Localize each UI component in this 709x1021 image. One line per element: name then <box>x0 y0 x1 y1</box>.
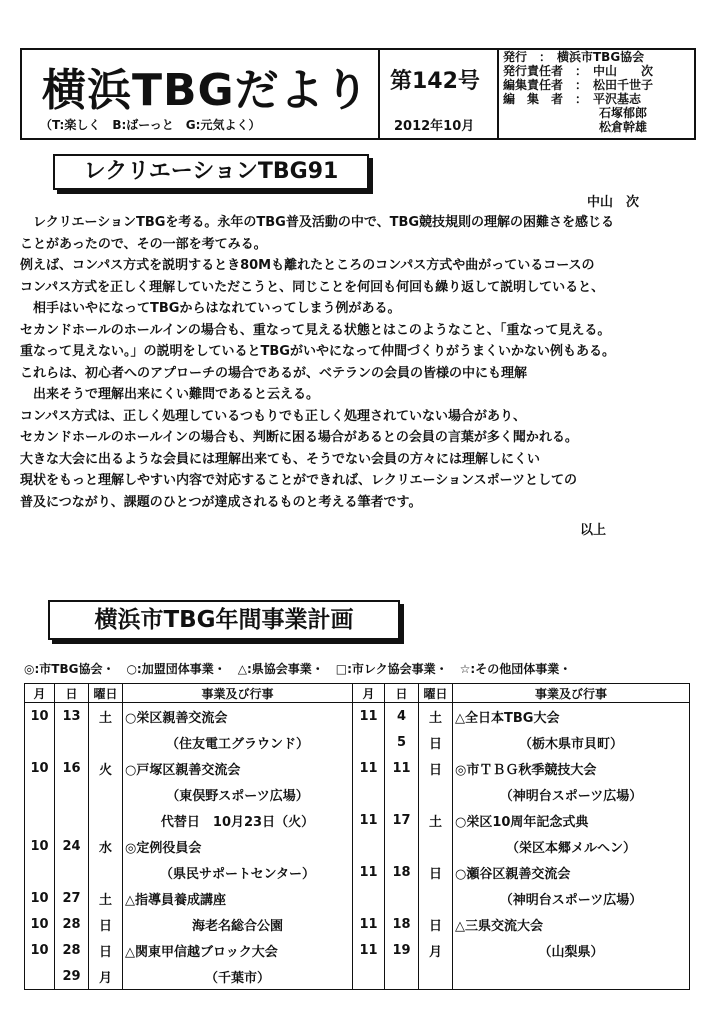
cell-month <box>25 781 55 807</box>
table-row <box>25 833 690 859</box>
issue-date: 2012年10月 <box>394 119 475 134</box>
cell-day: 16 <box>55 755 89 781</box>
cell-month <box>353 729 385 755</box>
table-header-row <box>25 684 690 703</box>
article-line: セカンドホールのホールインの場合も、判断に困る場合があるとの会員の言葉が多く聞かれる。 <box>20 430 578 445</box>
cell-day: 13 <box>55 703 89 730</box>
cell-event: ○栄区親善交流会 <box>123 703 353 730</box>
article-line: コンパス方式は、正しく処理しているつもりでも正しく処理されていない場合があり、 <box>20 408 526 424</box>
cell-month: 10 <box>25 833 55 859</box>
table-row <box>25 781 690 807</box>
cell-day <box>385 885 419 911</box>
cell-month <box>25 729 55 755</box>
cell-event: （県民サポートセンター） <box>123 859 353 885</box>
cell-weekday <box>89 729 123 755</box>
article-line: 大きな大会に出るような会員には理解出来ても、そうでない会員の方々には理解しにくい <box>20 451 541 467</box>
cell-event: （住友電工グラウンド） <box>123 729 353 755</box>
article-line: ことがあったので、その一部を考てみる。 <box>20 236 267 252</box>
cell-event: △全日本TBG大会 <box>453 703 690 730</box>
cell-day <box>55 859 89 885</box>
header-event: 事業及び行事 <box>453 684 690 703</box>
cell-month: 11 <box>353 937 385 963</box>
article-line: これらは、初心者へのアプローチの場合であるが、ベテランの会員の皆様の中にも理解 <box>20 365 528 381</box>
cell-weekday: 日 <box>419 729 453 755</box>
cell-month: 11 <box>353 755 385 781</box>
table-row <box>25 963 690 990</box>
cell-weekday: 日 <box>89 911 123 937</box>
header-weekday: 曜日 <box>419 684 453 703</box>
cell-event: △三県交流大会 <box>453 911 690 937</box>
header-day: 日 <box>385 684 419 703</box>
cell-event: （栃木県市貝町） <box>453 729 690 755</box>
article-line: 現状をもっと理解しやすい内容で対応することができれば、レクリエーションスポーツとしての <box>20 473 578 488</box>
cell-day: 27 <box>55 885 89 911</box>
article-line: セカンドホールのホールインの場合も、重なって見える状態とはこのようなこと、「重なって見える。 <box>20 322 611 338</box>
article-line: 重なって見えない。」の説明をしているとTBGがいやになって仲間づくりがうまくいかない例もある。 <box>20 344 615 359</box>
cell-event: ◎定例役員会 <box>123 833 353 859</box>
cell-event: （栄区本郷メルヘン） <box>453 833 690 859</box>
cell-event: ○戸塚区親善交流会 <box>123 755 353 781</box>
cell-event: （山梨県） <box>453 937 690 963</box>
cell-weekday: 土 <box>89 703 123 730</box>
cell-weekday: 土 <box>419 703 453 730</box>
table-row <box>25 755 690 781</box>
table-row <box>25 859 690 885</box>
cell-weekday: 土 <box>89 885 123 911</box>
header-event: 事業及び行事 <box>123 684 353 703</box>
cell-month <box>25 807 55 833</box>
cell-day <box>55 729 89 755</box>
cell-event: ○瀬谷区親善交流会 <box>453 859 690 885</box>
header-month: 月 <box>353 684 385 703</box>
cell-day: 18 <box>385 911 419 937</box>
cell-event <box>453 963 690 990</box>
cell-event: ○栄区10周年記念式典 <box>453 807 690 833</box>
header-weekday: 曜日 <box>89 684 123 703</box>
table-row <box>25 729 690 755</box>
cell-month: 11 <box>353 807 385 833</box>
cell-event: （東俣野スポーツ広場） <box>123 781 353 807</box>
cell-month <box>353 833 385 859</box>
newsletter-subtitle: （T:楽しく B:ばーっと G:元気よく） <box>40 118 261 132</box>
cell-month <box>353 963 385 990</box>
header-month: 月 <box>25 684 55 703</box>
cell-day: 11 <box>385 755 419 781</box>
cell-weekday: 火 <box>89 755 123 781</box>
cell-event: 海老名総合公園 <box>123 911 353 937</box>
cell-day: 17 <box>385 807 419 833</box>
cell-event: ◎市ＴＢＧ秋季競技大会 <box>453 755 690 781</box>
cell-weekday: 日 <box>89 937 123 963</box>
article-closing: 以上 <box>580 523 607 538</box>
article-line: 出来そうで理解出来にくい難問であると云える。 <box>20 387 320 402</box>
cell-day: 18 <box>385 859 419 885</box>
cell-month: 10 <box>25 911 55 937</box>
cell-day: 24 <box>55 833 89 859</box>
cell-month <box>353 781 385 807</box>
cell-event: 代替日 10月23日（火） <box>123 807 353 833</box>
header-day: 日 <box>55 684 89 703</box>
cell-weekday: 月 <box>419 937 453 963</box>
cell-day: 19 <box>385 937 419 963</box>
cell-weekday: 月 <box>89 963 123 990</box>
cell-weekday: 土 <box>419 807 453 833</box>
cell-month: 11 <box>353 703 385 730</box>
cell-month: 11 <box>353 911 385 937</box>
cell-event: （神明台スポーツ広場） <box>453 781 690 807</box>
schedule-title: 横浜市TBG年間事業計画 <box>48 600 400 640</box>
cell-day <box>385 781 419 807</box>
cell-event: （千葉市） <box>123 963 353 990</box>
article-line: 相手はいやになってTBGからはなれていってしまう例がある。 <box>20 301 401 316</box>
cell-weekday <box>89 859 123 885</box>
newsletter-title: 横浜TBGだより <box>42 65 370 116</box>
article-line: コンパス方式を正しく理解していただこうと、同じことを何回も何回も繰り返して説明していると、 <box>20 279 605 295</box>
schedule-legend: ◎:市TBG協会・ ○:加盟団体事業・ △:県協会事業・ □:市レク協会事業・ ☆:その他団体事業・ <box>24 662 572 676</box>
cell-day: 28 <box>55 911 89 937</box>
publisher-info: 発行 ： 横浜市TBG協会 発行責任者 ： 中山 次 編集責任者 ： 松田千世子 編 集 者 ： 平沢基志 石塚郁郎 松倉幹雄 <box>503 50 654 134</box>
cell-month: 11 <box>353 859 385 885</box>
table-row <box>25 937 690 963</box>
table-row <box>25 911 690 937</box>
cell-month <box>25 859 55 885</box>
issue-number: 第142号 <box>390 69 480 94</box>
cell-day <box>385 833 419 859</box>
cell-day: 28 <box>55 937 89 963</box>
cell-weekday <box>419 781 453 807</box>
cell-weekday <box>89 781 123 807</box>
article-body <box>20 212 700 513</box>
article-line: 普及につながり、課題のひとつが達成されるものと考える筆者です。 <box>20 494 422 510</box>
cell-weekday <box>89 807 123 833</box>
cell-day: 4 <box>385 703 419 730</box>
cell-weekday <box>419 885 453 911</box>
cell-day <box>55 807 89 833</box>
article-author: 中山 次 <box>587 195 640 210</box>
masthead-divider <box>378 50 380 138</box>
cell-event: （神明台スポーツ広場） <box>453 885 690 911</box>
cell-day <box>55 781 89 807</box>
cell-event: △指導員養成講座 <box>123 885 353 911</box>
cell-weekday: 日 <box>419 911 453 937</box>
cell-weekday: 日 <box>419 859 453 885</box>
schedule-table <box>24 683 690 990</box>
cell-month: 10 <box>25 755 55 781</box>
article-title: レクリエーションTBG91 <box>53 154 369 190</box>
table-row <box>25 807 690 833</box>
cell-month <box>25 963 55 990</box>
article-line: レクリエーションTBGを考る。永年のTBG普及活動の中で、TBG競技規則の理解の困難さを感じる <box>20 215 615 230</box>
table-row <box>25 885 690 911</box>
cell-month: 10 <box>25 885 55 911</box>
cell-month <box>353 885 385 911</box>
cell-weekday: 日 <box>419 755 453 781</box>
masthead-divider <box>497 50 499 138</box>
cell-month: 10 <box>25 937 55 963</box>
cell-day: 29 <box>55 963 89 990</box>
cell-weekday: 水 <box>89 833 123 859</box>
article-line: 例えば、コンパス方式を説明するとき80Mも離れたところのコンパス方式や曲がっているコースの <box>20 258 595 273</box>
cell-weekday <box>419 963 453 990</box>
table-row <box>25 703 690 730</box>
cell-day: 5 <box>385 729 419 755</box>
cell-month: 10 <box>25 703 55 730</box>
cell-event: △関東甲信越ブロック大会 <box>123 937 353 963</box>
cell-day <box>385 963 419 990</box>
cell-weekday <box>419 833 453 859</box>
